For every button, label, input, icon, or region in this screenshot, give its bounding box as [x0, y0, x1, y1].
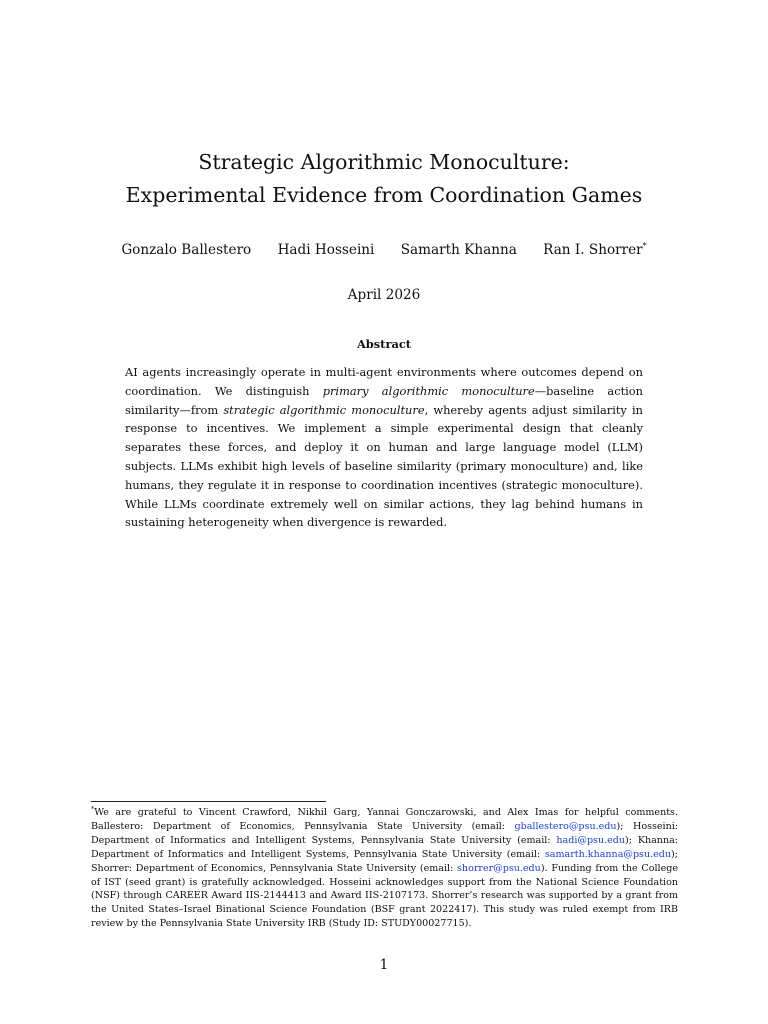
- footnote: [91, 806, 678, 931]
- author-khanna: Samarth Khanna: [400, 242, 517, 258]
- footnote-rule: [91, 801, 326, 802]
- abstract-part-1: AI agents increasingly operate in multi-agent environments where outcomes depend on coordination. We distinguish: [125, 365, 643, 398]
- author-hosseini: Hadi Hosseini: [277, 242, 375, 258]
- abstract-part-3: , whereby agents adjust similarity in response to incentives. We implement a simple experimental design that cleanly separates these forces, and deploy it on human and large language model (LLM) subjects. LLMs exhibit high levels of baseline similarity (primary monoculture) and, like humans, they regulate it in response to coordination incentives (strategic monoculture). While LLMs coordinate extremely well on similar actions, they lag behind humans in sustaining heterogeneity when divergence is rewarded.: [125, 402, 643, 530]
- author-shorrer-name: Ran I. Shorrer: [543, 242, 643, 258]
- abstract-term-strategic: strategic algorithmic monoculture: [223, 402, 425, 417]
- author-list: [0, 240, 768, 260]
- footnote-part-2: ); Hosseini: Department of Informatics and Intelligent Systems, Pennsylvania State University (email:: [91, 820, 678, 846]
- footnote-part-4: ); Shorrer: Department of Economics, Pennsylvania State University (email:: [91, 848, 678, 874]
- email-link-khanna[interactable]: samarth.khanna@psu.edu: [544, 848, 672, 860]
- abstract-part-2: —baseline action similarity—from: [125, 383, 644, 417]
- footnote-part-1: We are grateful to Vincent Crawford, Nikhil Garg, Yannai Gonczarowski, and Alex Imas for helpful comments. Ballestero: Department of Economics, Pennsylvania State University (email:: [91, 807, 678, 832]
- author-shorrer: [543, 240, 647, 260]
- footnote-mark: *: [91, 804, 95, 813]
- title-line-2: Experimental Evidence from Coordination Games: [125, 183, 643, 207]
- email-link-shorrer[interactable]: shorrer@psu.edu: [457, 862, 541, 874]
- author-ballestero: Gonzalo Ballestero: [121, 242, 252, 258]
- publication-date: April 2026: [347, 287, 421, 303]
- footnote-part-3: ); Khanna: Department of Informatics and Intelligent Systems, Pennsylvania State University (email:: [91, 834, 679, 860]
- email-link-hosseini[interactable]: hadi@psu.edu: [556, 834, 626, 846]
- footnote-part-5: ). Funding from the College of IST (seed grant) is gratefully acknowledged. Hosseini acknowledges support from the National Science Foundation (NSF) through CAREER Award IIS-2144413 and Award IIS-2107173. Shorrer’s research was supported by a grant from the United States–Israel Binational Science Foundation (BSF grant 2022417). This study was ruled exempt from IRB review by the Pennsylvania State University IRB (Study ID: STUDY00027715).: [91, 862, 678, 930]
- email-link-ballestero[interactable]: gballestero@psu.edu: [514, 820, 617, 832]
- paper-title: [0, 146, 768, 212]
- abstract-text: [125, 363, 643, 532]
- abstract-term-primary: primary algorithmic monoculture: [322, 383, 535, 398]
- title-line-1: Strategic Algorithmic Monoculture:: [198, 150, 570, 174]
- abstract-heading: Abstract: [356, 337, 412, 351]
- footnote-marker[interactable]: *: [642, 241, 647, 251]
- page-number: 1: [379, 957, 389, 973]
